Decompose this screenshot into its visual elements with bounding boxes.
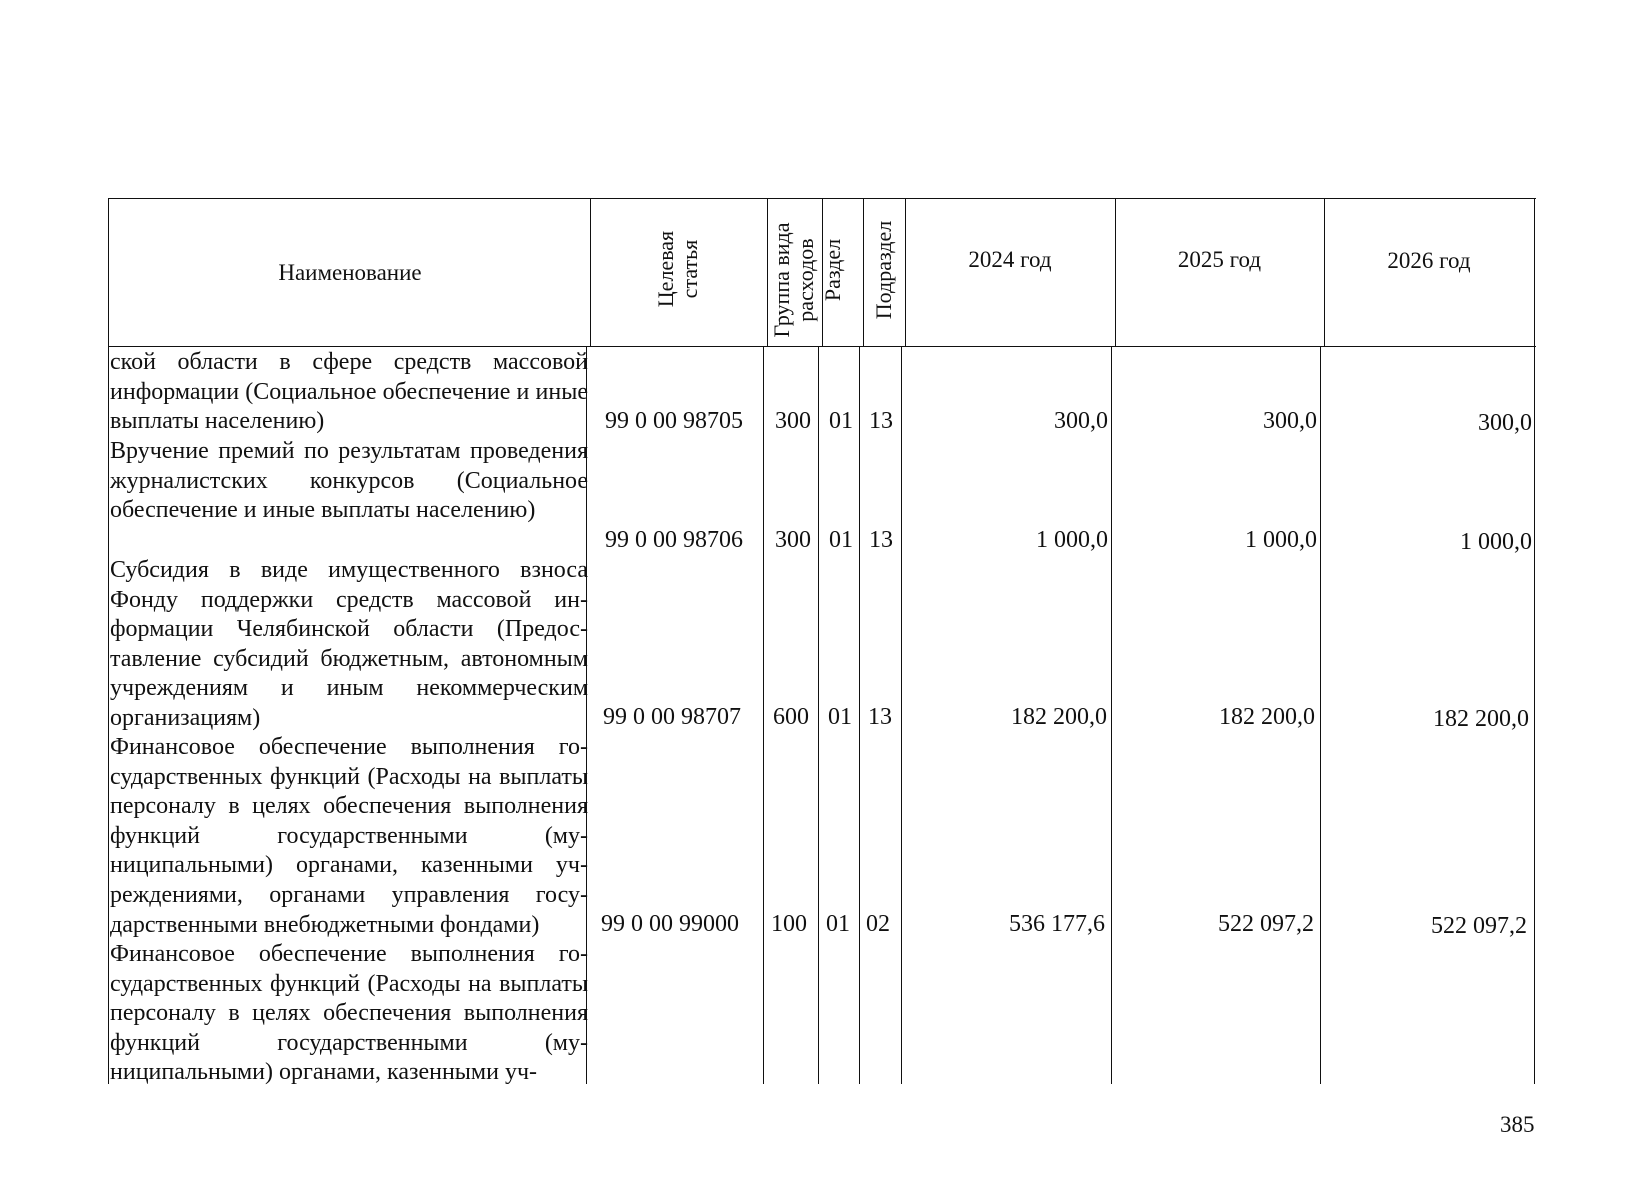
row-section: 01: [826, 911, 850, 937]
row-subsection: 13: [869, 408, 893, 434]
header-2024: 2024 год: [968, 247, 1052, 272]
row-target-article: 99 0 00 98707: [603, 704, 741, 730]
header-name: Наименование: [278, 260, 422, 285]
table-row-name: Вручение премий по результатам проведения журналистских конкурсов (Социальное обеспечение и иные выплаты населению): [110, 438, 588, 524]
col-sep-5-body: [901, 346, 902, 1084]
row-target-article: 99 0 00 99000: [601, 911, 739, 937]
header-2026: 2026 год: [1387, 248, 1471, 273]
header-2025: 2025 год: [1177, 247, 1262, 272]
col-sep-3-body: [818, 346, 819, 1084]
table-row-name: ской области в сфере средств массовой информации (Социальное обеспечение и иные выплаты населению): [110, 349, 588, 435]
row-subsection: 13: [869, 527, 893, 553]
header-target-article: Целевая статья: [653, 230, 702, 308]
row-expense-group: 100: [771, 911, 807, 937]
row-target-article: 99 0 00 98705: [605, 408, 743, 434]
row-value-2025: 522 097,2: [1218, 911, 1314, 937]
table-right-border: [1534, 198, 1535, 1084]
header-bottom-border: [108, 346, 1536, 347]
header-expense-group: Группа вида расходов: [769, 222, 818, 338]
row-value-2026: 522 097,2: [1431, 913, 1527, 939]
row-value-2025: 1 000,0: [1245, 527, 1317, 553]
row-subsection: 13: [868, 704, 892, 730]
row-expense-group: 600: [773, 704, 809, 730]
row-value-2024: 536 177,6: [1009, 911, 1105, 937]
table-left-border: [108, 198, 109, 1084]
row-expense-group: 300: [775, 408, 811, 434]
col-sep-4-body: [859, 346, 860, 1084]
col-sep-6-body: [1111, 346, 1112, 1084]
header-subsection: Подраздел: [871, 220, 896, 320]
row-section: 01: [828, 704, 852, 730]
col-sep-4: [863, 198, 864, 346]
row-value-2026: 300,0: [1478, 410, 1532, 436]
page-number: 385: [1500, 1112, 1535, 1137]
row-value-2025: 182 200,0: [1219, 704, 1315, 730]
row-value-2024: 182 200,0: [1011, 704, 1107, 730]
row-value-2025: 300,0: [1263, 408, 1317, 434]
row-value-2026: 182 200,0: [1433, 706, 1529, 732]
row-section: 01: [829, 408, 853, 434]
header-section: Раздел: [820, 238, 845, 302]
col-sep-1: [590, 198, 591, 346]
row-subsection: 02: [866, 911, 890, 937]
row-section: 01: [829, 527, 853, 553]
row-value-2024: 1 000,0: [1036, 527, 1108, 553]
row-value-2024: 300,0: [1054, 408, 1108, 434]
row-expense-group: 300: [775, 527, 811, 553]
row-value-2026: 1 000,0: [1460, 529, 1532, 555]
col-sep-2-body: [763, 346, 764, 1084]
table-row-name: Финансовое обеспечение выполнения государственных функций (Расходы на выплаты персоналу в целях обеспечения выполнения функций государственными (муниципальными) органами, казенными учреждениями, органами управления государственными внебюджетными фондами): [110, 734, 588, 938]
col-sep-2: [767, 198, 768, 346]
row-target-article: 99 0 00 98706: [605, 527, 743, 553]
table-row-name: Субсидия в виде имущественного взноса Фонду поддержки средств массовой информации Челябинской области (Предоставление субсидий бюджетным, автономным учреждениям и иным некоммерческим организациям): [110, 557, 588, 731]
table-row-name: Финансовое обеспечение выполнения государственных функций (Расходы на выплаты персоналу в целях обеспечения выполнения функций государственными (муниципальными) органами, казенными уч-: [110, 941, 588, 1086]
col-sep-7-body: [1320, 346, 1321, 1084]
